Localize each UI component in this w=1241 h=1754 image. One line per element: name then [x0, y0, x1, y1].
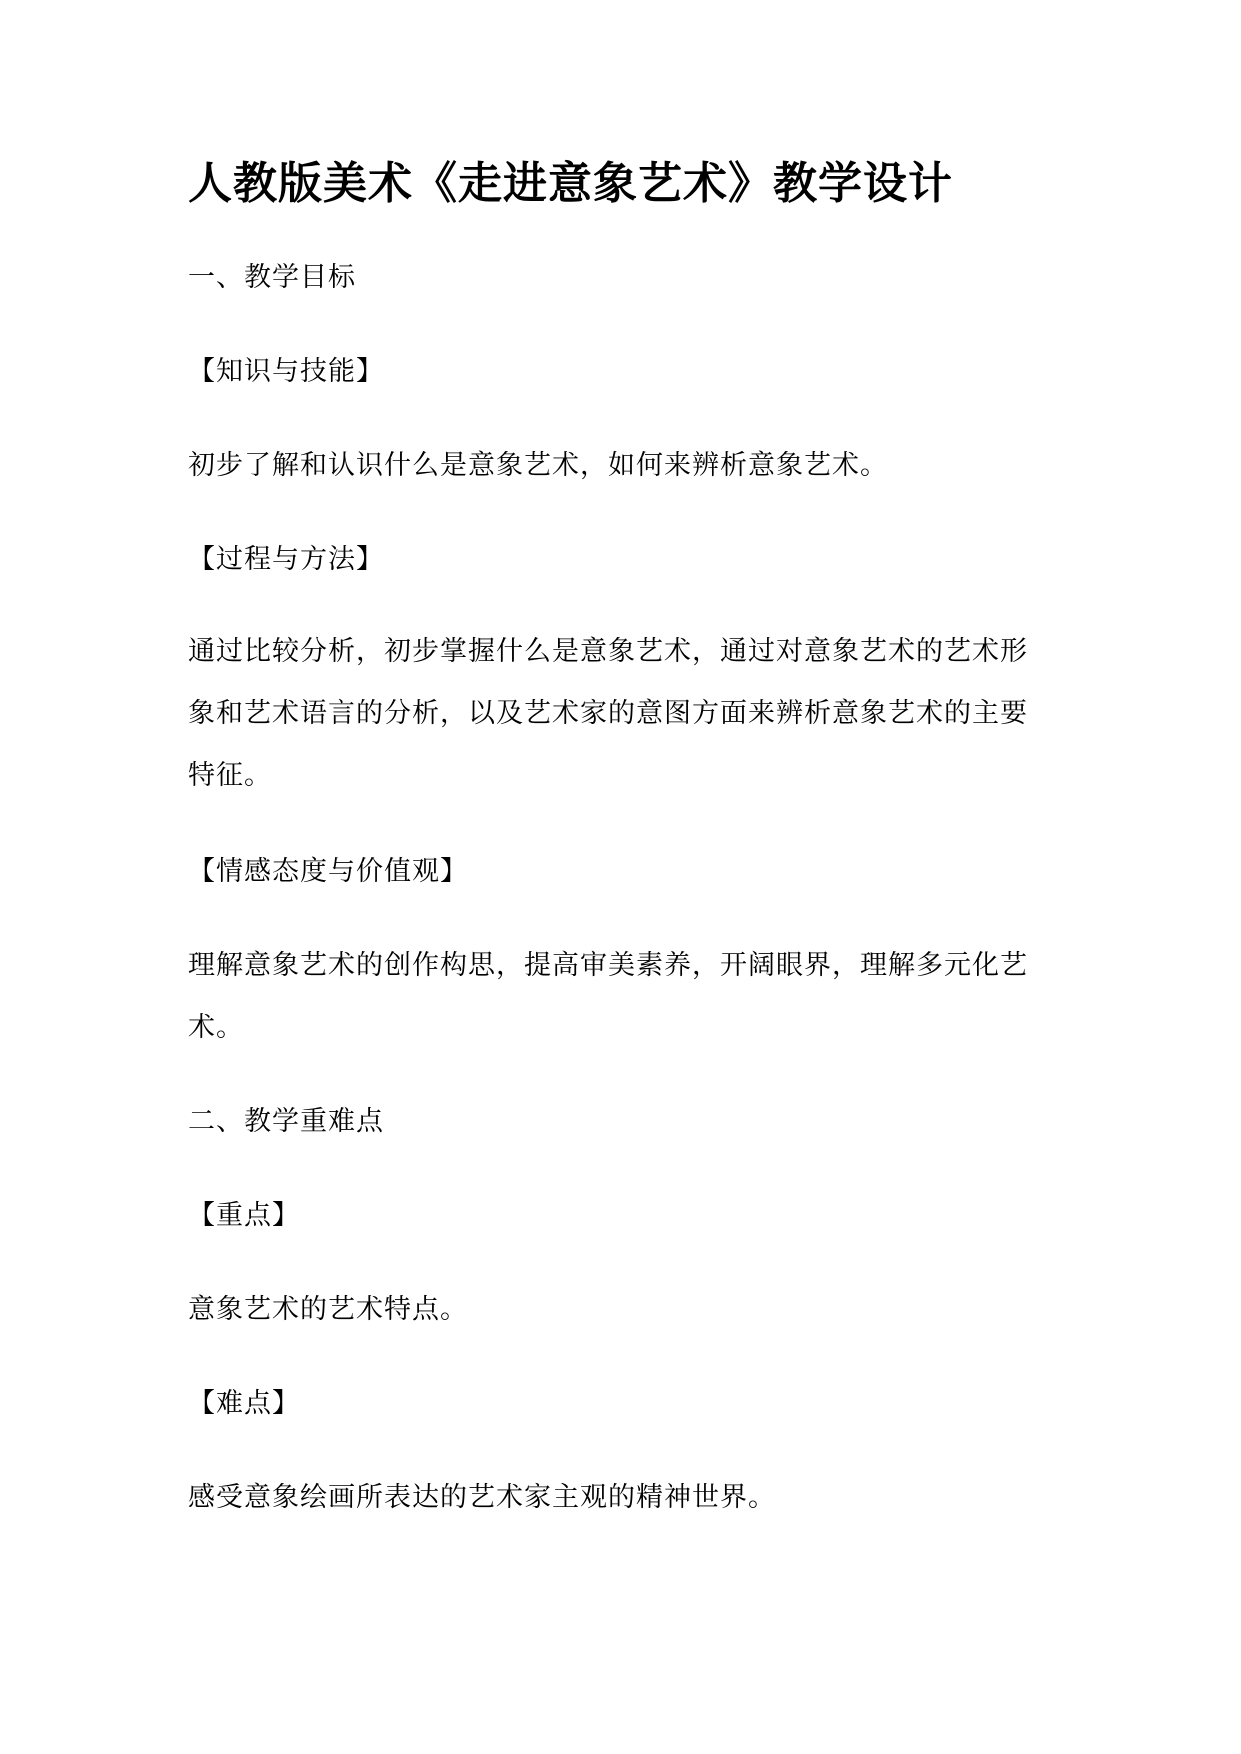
paragraph-process-method-line-2: 象和艺术语言的分析，以及艺术家的意图方面来辨析意象艺术的主要 — [188, 698, 1028, 729]
paragraph-process-method-line-3: 特征。 — [188, 760, 272, 791]
paragraph-key-point: 意象艺术的艺术特点。 — [188, 1294, 468, 1325]
paragraph-emotion-values-line-1: 理解意象艺术的创作构思，提高审美素养，开阔眼界，理解多元化艺 — [188, 950, 1028, 981]
subheading-emotion-values: 【情感态度与价值观】 — [188, 856, 468, 887]
subheading-knowledge-skills: 【知识与技能】 — [188, 356, 384, 387]
section-heading-teaching-goals: 一、教学目标 — [188, 262, 356, 293]
subheading-key-point: 【重点】 — [188, 1200, 300, 1231]
section-heading-key-difficult-points: 二、教学重难点 — [188, 1106, 384, 1137]
paragraph-knowledge-skills: 初步了解和认识什么是意象艺术，如何来辨析意象艺术。 — [188, 450, 888, 481]
paragraph-process-method-line-1: 通过比较分析，初步掌握什么是意象艺术，通过对意象艺术的艺术形 — [188, 636, 1028, 667]
paragraph-difficult-point: 感受意象绘画所表达的艺术家主观的精神世界。 — [188, 1482, 776, 1513]
subheading-process-method: 【过程与方法】 — [188, 544, 384, 575]
subheading-difficult-point: 【难点】 — [188, 1388, 300, 1419]
document-title: 人教版美术《走进意象艺术》教学设计 — [188, 158, 953, 209]
paragraph-emotion-values-line-2: 术。 — [188, 1012, 244, 1043]
